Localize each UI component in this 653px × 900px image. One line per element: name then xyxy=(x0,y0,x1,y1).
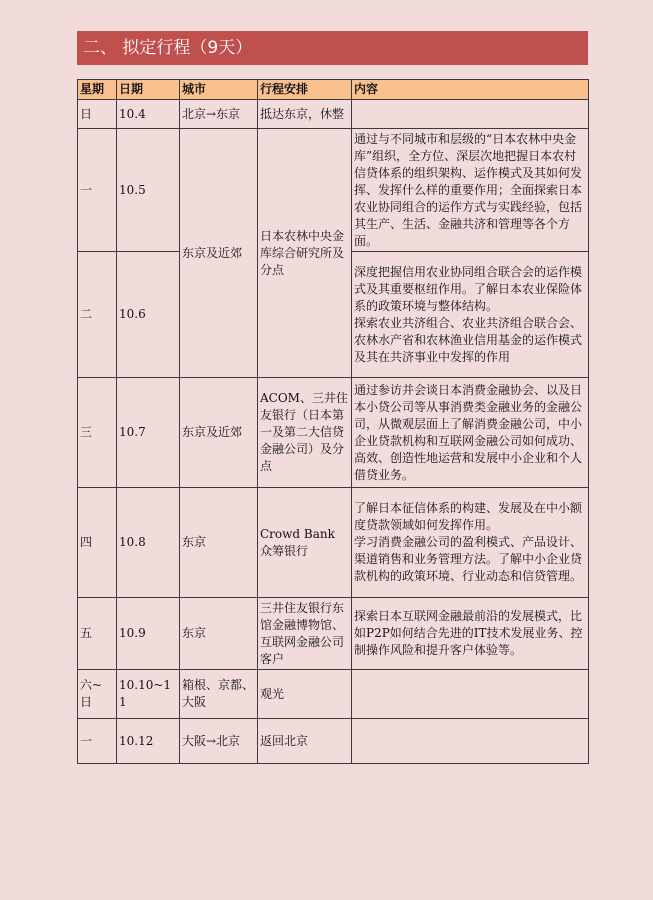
table-row xyxy=(78,598,589,670)
table-row xyxy=(78,488,589,598)
header-date: 日期 xyxy=(117,80,180,100)
date-cell: 10.6 xyxy=(117,252,180,378)
city-cell: 大阪→北京 xyxy=(180,719,258,764)
header-weekday: 星期 xyxy=(78,80,117,100)
table-row xyxy=(78,719,589,764)
table-row xyxy=(78,670,589,719)
content-cell xyxy=(352,719,589,764)
city-cell: 北京→东京 xyxy=(180,100,258,129)
city-cell: 东京及近郊 xyxy=(180,129,258,378)
schedule-cell: 三井住友银行东馆金融博物馆、互联网金融公司客户 xyxy=(258,598,352,670)
table-header-row xyxy=(78,80,589,100)
content-paragraph: 通过与不同城市和层级的“日本农林中央金库”组织，全方位、深层次地把握日本农村信贷体系的组织架构、运作模式及其如何发挥、发挥什么样的重要作用；全面探索日本农业协同组合的运作方式与实践经验，包括其生产、生活、金融共济和管理等各个方面。 xyxy=(354,131,583,248)
table-row xyxy=(78,378,589,488)
weekday-cell: 二 xyxy=(78,252,117,378)
header-content: 内容 xyxy=(352,80,589,100)
date-cell: 10.7 xyxy=(117,378,180,488)
content-cell xyxy=(352,488,589,598)
content-paragraph: 通过参访并会谈日本消费金融协会、以及日本小贷公司等从事消费类金融业务的金融公司，从微观层面上了解消费金融公司，中小企业贷款机构和互联网金融公司如何成功、高效、创造性地运营和发展中小企业和个人借贷业务。 xyxy=(354,382,583,482)
content-paragraph: 探索日本互联网金融最前沿的发展模式，比如P2P如何结合先进的IT技术发展业务、控制操作风险和提升客户体验等。 xyxy=(354,609,583,657)
table-row xyxy=(78,100,589,129)
city-cell: 东京 xyxy=(180,598,258,670)
schedule-cell: 返回北京 xyxy=(258,719,352,764)
city-cell: 东京 xyxy=(180,488,258,598)
weekday-cell: 六~日 xyxy=(78,670,117,719)
weekday-cell: 一 xyxy=(78,129,117,252)
schedule-cell: 日本农林中央金库综合研究所及分点 xyxy=(258,129,352,378)
content-paragraph: 了解日本征信体系的构建、发展及在中小额度贷款领域如何发挥作用。 xyxy=(354,501,583,532)
date-cell: 10.12 xyxy=(117,719,180,764)
weekday-cell: 三 xyxy=(78,378,117,488)
content-cell xyxy=(352,252,589,378)
content-cell xyxy=(352,100,589,129)
content-paragraph: 探索农业共济组合、农业共济组合联合会、农林水产省和农林渔业信用基金的运作模式及其在共济事业中发挥的作用 xyxy=(354,315,583,364)
header-schedule: 行程安排 xyxy=(258,80,352,100)
content-cell xyxy=(352,378,589,488)
schedule-cell: ACOM、三井住友银行（日本第一及第二大信贷金融公司）及分点 xyxy=(258,378,352,488)
date-cell: 10.8 xyxy=(117,488,180,598)
table-row xyxy=(78,129,589,252)
itinerary-table xyxy=(77,79,589,764)
content-cell xyxy=(352,129,589,252)
header-city: 城市 xyxy=(180,80,258,100)
content-cell xyxy=(352,598,589,670)
content-cell xyxy=(352,670,589,719)
schedule-cell: 观光 xyxy=(258,670,352,719)
schedule-cell: 抵达东京，休整 xyxy=(258,100,352,129)
city-cell: 东京及近郊 xyxy=(180,378,258,488)
city-cell: 箱根、京都、大阪 xyxy=(180,670,258,719)
date-cell: 10.9 xyxy=(117,598,180,670)
section-title: 二、 拟定行程（9天） xyxy=(77,31,588,65)
content-paragraph: 深度把握信用农业协同组合联合会的运作模式及其重要枢纽作用。了解日本农业保险体系的政策环境与整体结构。 xyxy=(354,264,583,313)
date-cell: 10.4 xyxy=(117,100,180,129)
weekday-cell: 四 xyxy=(78,488,117,598)
date-cell: 10.5 xyxy=(117,129,180,252)
schedule-cell: Crowd Bank 众筹银行 xyxy=(258,488,352,598)
weekday-cell: 五 xyxy=(78,598,117,670)
date-cell: 10.10~11 xyxy=(117,670,180,719)
content-paragraph: 学习消费金融公司的盈利模式、产品设计、渠道销售和业务管理方法。了解中小企业贷款机构的政策环境、行业动态和信贷管理。 xyxy=(354,535,583,583)
weekday-cell: 一 xyxy=(78,719,117,764)
weekday-cell: 日 xyxy=(78,100,117,129)
